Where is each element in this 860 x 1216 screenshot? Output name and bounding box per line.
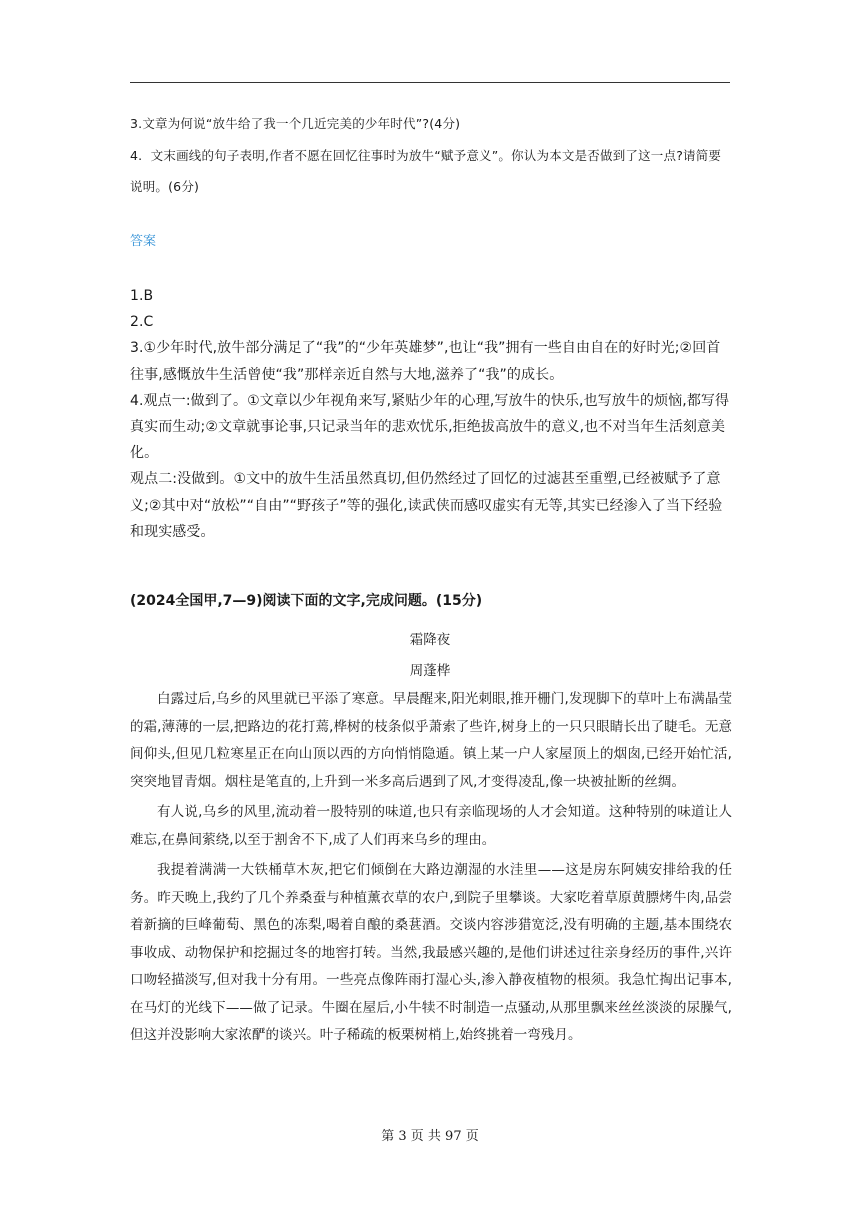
- question-4: 4. 文末画线的句子表明,作者不愿在回忆往事时为放牛“赋予意义”。你认为本文是否做到了这一点?请简要说明。(6分): [130, 148, 722, 194]
- essay-title: 霜降夜: [409, 632, 451, 648]
- essay-paragraph: 有人说,乌乡的风里,流动着一股特别的味道,也只有亲临现场的人才会知道。这种特别的味道让人难忘,在鼻间萦绕,以至于割舍不下,成了人们再来乌乡的理由。: [130, 804, 732, 848]
- question-3: 3.文章为何说“放牛给了我一个几近完美的少年时代”?(4分): [130, 116, 461, 131]
- answer-1: 1.B: [130, 288, 154, 304]
- page-footer: 第 3 页 共 97 页: [381, 1129, 479, 1144]
- essay-paragraph: 白露过后,乌乡的风里就已平添了寒意。早晨醒来,阳光刺眼,推开栅门,发现脚下的草叶上布满晶莹的霜,薄薄的一层,把路边的花打蔫,桦树的枝条似乎萧索了些许,树身上的一只只眼睛长出了睫毛。无意间仰头,但见几粒寒星正在向山顶以西的方向悄悄隐遁。镇上某一户人家屋顶上的烟囱,已经开始忙活,突突地冒青烟。烟柱是笔直的,上升到一米多高后遇到了风,才变得凌乱,像一块被扯断的丝绸。: [130, 691, 732, 790]
- essay-author: 周蓬桦: [409, 663, 451, 679]
- section-title: (2024全国甲,7—9)阅读下面的文字,完成问题。(15分): [130, 593, 483, 609]
- header-rule: [130, 82, 730, 83]
- answer-4-view-1: 4.观点一:做到了。①文章以少年视角来写,紧贴少年的心理,写放牛的快乐,也写放牛的烦恼,都写得真实而生动;②文章就事论事,只记录当年的悲欢忧乐,拒绝拔高放牛的意义,也不对当年生活刻意美化。: [130, 392, 730, 462]
- answer-heading: 答案: [130, 234, 157, 249]
- answer-3: 3.①少年时代,放牛部分满足了“我”的“少年英雄梦”,也让“我”拥有一些自由自在的好时光;②回首往事,感慨放牛生活曾使“我”那样亲近自然与大地,滋养了“我”的成长。: [130, 340, 721, 383]
- answer-list: [130, 283, 732, 545]
- answer-4-view-2: 观点二:没做到。①文中的放牛生活虽然真切,但仍然经过了回忆的过滤甚至重塑,已经被赋予了意义;②其中对“放松”“自由”“野孩子”等的强化,读武侠而感叹虚实有无等,其实已经渗入了当下经验和现实感受。: [130, 471, 723, 540]
- answer-2: 2.C: [130, 314, 154, 331]
- essay-body: [130, 686, 732, 1053]
- essay-paragraph: 我提着满满一大铁桶草木灰,把它们倾倒在大路边潮湿的水洼里——这是房东阿姨安排给我的任务。昨天晚上,我约了几个养桑蚕与种植薰衣草的农户,到院子里攀谈。大家吃着草原黄膘烤牛肉,品尝着新摘的巨峰葡萄、黑色的冻梨,喝着自酿的桑葚酒。交谈内容涉猎宽泛,没有明确的主题,基本围绕农事收成、动物保护和挖掘过冬的地窖打转。当然,我最感兴趣的,是他们讲述过往亲身经历的事件,兴许口吻轻描淡写,但对我十分有用。一些亮点像阵雨打湿心头,渗入静夜植物的根须。我急忙掏出记事本,在马灯的光线下——做了记录。牛圈在屋后,小牛犊不时制造一点骚动,从那里飘来丝丝淡淡的尿臊气,但这并没影响大家浓酽的谈兴。叶子稀疏的板栗树梢上,始终挑着一弯残月。: [130, 862, 732, 1043]
